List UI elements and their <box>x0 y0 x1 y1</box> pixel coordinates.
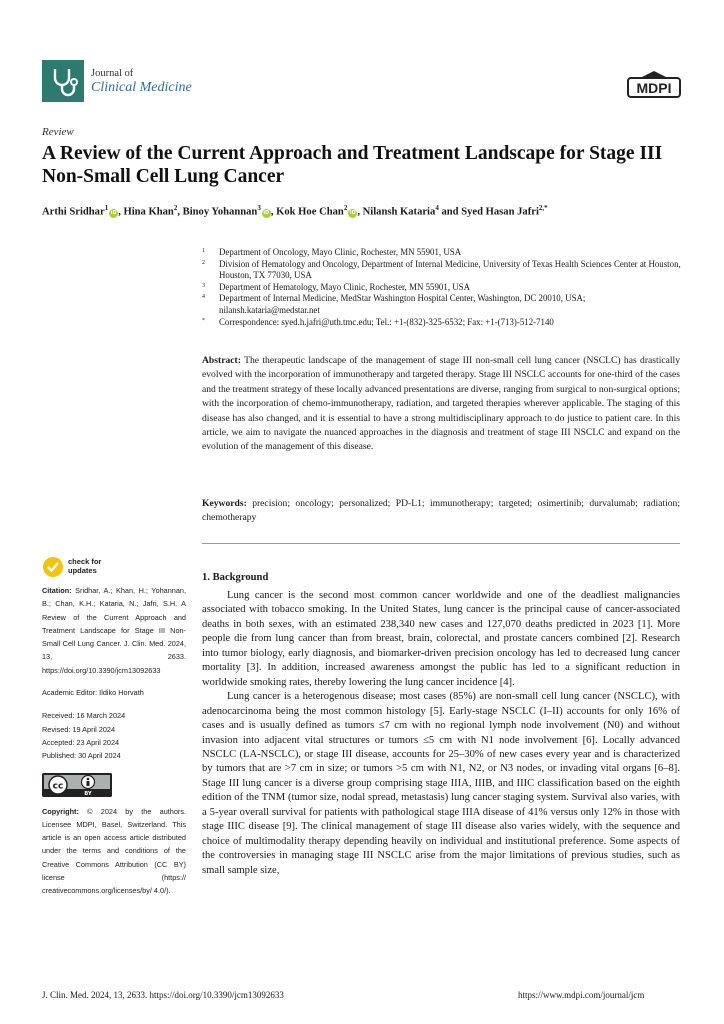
mdpi-logo[interactable] <box>626 70 682 105</box>
svg-text:cc: cc <box>52 781 64 792</box>
date-entry: Accepted: 23 April 2024 <box>42 737 120 747</box>
affiliation-number: 2 <box>202 259 205 266</box>
affiliation-number: * <box>202 317 205 324</box>
author-separator: , <box>118 206 124 218</box>
section-heading: 1. Background <box>202 572 269 583</box>
check-updates-line2: updates <box>68 565 97 575</box>
author-list <box>42 204 702 218</box>
affiliation-item <box>202 259 686 282</box>
author-name[interactable]: Binoy Yohannan <box>182 206 258 218</box>
citation-label: Citation: <box>42 586 72 595</box>
keywords-label: Keywords: <box>202 498 247 509</box>
affiliation-item <box>202 247 686 259</box>
journal-name-line2: Clinical Medicine <box>91 80 192 96</box>
cc-by-license-badge[interactable] <box>42 773 112 797</box>
body-paragraph: Lung cancer is a heterogenous disease; most cases (85%) are non-small cell lung cancer (NSCLC), with adenocarcinoma being the most common histology [5]. Early-stage NSCLC (I–II) accounts for only 16% of cases and is usually defined as tumors ≤7 cm with no regional lymph node involvement (N0) and without invasion into adjacent vital structures or tumors ≤5 cm with N1 node involvement [6]. Locally advanced NSCLC (LA-NSCLC), or stage III disease, accounts for 25–30% of new cases every year and is characterized by tumors that are >7 cm in size; or tumors >5 cm with N1, N2, or N3 nodes, or invading vital organs [6–8]. Stage III lung cancer is a diverse group comprising stage IIIA, IIIB, and IIIC classification based on the eighth edition of the TNM (tumor size, nodal spread, metastasis) lung cancer staging system. Survival also varies, with a 5-year overall survival for patients with pathological stage IIIA disease of 41% versus only 12% in those with stage IIIC disease [9]. The clinical management of stage III disease also varies widely, with the sequence and choice of multimodality therapy depending heavily on individual and institutional preference. Some aspects of the controversies in managing stage III NSCLC arise from the major limitations of previous studies, such as small sample size, <box>202 691 680 876</box>
body-paragraph: Lung cancer is the second most common cancer worldwide and one of the deadliest malignancies associated with tobacco smoking. In the United States, lung cancer is the principal cause of cancer-associated deaths in both sexes, with an estimated 238,340 new cases and 127,070 deaths predicted in 2023 [1]. More people die from lung cancer than from breast, brain, colorectal, and prostate cancers combined [2]. Research into tumor biology, early diagnosis, and biomarker-driven precision oncology has led to decreased lung cancer mortality [3]. In addition, increased awareness amongst the public has led to a significant reduction in worldwide smoking rates, thereby lowering the lung cancer incidence [4]. <box>202 590 680 688</box>
svg-text:BY: BY <box>84 790 92 797</box>
affiliation-text: Division of Hematology and Oncology, Department of Internal Medicine, University of Texas Health Sciences Center at Houston, Houston, TX 77030, USA <box>219 258 681 281</box>
affiliation-text: Department of Oncology, Mayo Clinic, Rochester, MN 55901, USA <box>219 247 462 257</box>
author-separator: , <box>357 206 363 218</box>
orcid-icon[interactable]: iD <box>349 209 356 216</box>
affiliation-item <box>202 293 686 316</box>
copyright-label: Copyright: <box>42 806 79 816</box>
article-type: Review <box>42 126 74 138</box>
date-entry: Published: 30 April 2024 <box>42 751 121 761</box>
author-name[interactable]: Syed Hasan Jafri <box>461 206 539 218</box>
abstract-label: Abstract: <box>202 355 241 366</box>
author-name[interactable]: Hina Khan <box>123 206 174 218</box>
journal-logo[interactable] <box>42 60 84 102</box>
author-separator: , <box>177 206 183 218</box>
affiliation-number: 1 <box>202 248 205 254</box>
author-affiliation-mark: 2 <box>343 204 348 212</box>
affiliation-item <box>202 317 686 329</box>
author-name[interactable]: Kok Hoe Chan <box>276 206 344 218</box>
author-affiliation-mark: 4 <box>435 204 439 212</box>
author-affiliation-mark: 3 <box>257 204 261 212</box>
keywords <box>202 497 680 526</box>
footer-citation: J. Clin. Med. 2024, 13, 2633. https://doi.org/10.3390/jcm13092633 <box>42 990 284 1000</box>
author-separator: , <box>270 206 277 218</box>
publication-dates <box>42 709 186 762</box>
check-updates-line1: check for <box>68 557 102 566</box>
affiliation-text: Department of Hematology, Mayo Clinic, Rochester, MN 55901, USA <box>219 281 470 292</box>
date-entry: Received: 16 March 2024 <box>42 711 126 721</box>
article-title: A Review of the Current Approach and Treatment Landscape for Stage III Non-Small Cell Lung Cancer <box>42 143 663 187</box>
cc-by-icon <box>42 773 112 797</box>
author-affiliation-mark: 2 <box>173 204 178 212</box>
affiliation-number: 4 <box>202 294 205 301</box>
abstract <box>202 354 680 455</box>
journal-name <box>91 68 192 96</box>
citation <box>42 584 186 677</box>
affiliation-item <box>202 282 686 294</box>
academic-editor: Academic Editor: Ildiko Horvath <box>42 688 144 698</box>
check-for-updates-badge[interactable] <box>42 556 102 583</box>
footer-journal-url[interactable]: https://www.mdpi.com/journal/jcm <box>518 990 645 1000</box>
affiliations <box>202 247 686 328</box>
citation-text: Sridhar, A.; Khan, H.; Yohannan, B.; Chan, K.H.; Kataria, N.; Jafri, S.H. A Review of the Current Approach and Treatment Landscape for Stage III Non-Small Cell Lung Cancer. J. Clin. Med. 2024, 13, 2633. https://doi.org/10.3390/jcm13092633 <box>42 586 187 675</box>
author-name[interactable]: Arthi Sridhar <box>42 206 105 218</box>
orcid-icon[interactable]: iD <box>110 209 117 216</box>
author-affiliation-mark: 1 <box>104 204 109 212</box>
journal-name-line1: Journal of <box>91 68 134 79</box>
affiliation-number: 3 <box>202 282 205 289</box>
abstract-text: The therapeutic landscape of the management of stage III non-small cell lung cancer (NSCLC) has drastically evolved with the incorporation of immunotherapy and targeted therapy. Stage III NSCLC accounts for one-third of the cases and the treatment strategy of these locally advanced presentations are diverse, ranging from surgical to non-surgical options; with the incorporation of chemo-immunotherapy, radiation, and targeted therapies wherever applicable. The staging of this disease has also changed, and it is essential to have a strong multidisciplinary approach to do justice to patient care. In this article, we aim to navigate the nuanced approaches in the diagnosis and treatment of stage III NSCLC and expand on the evolution of the management of this disease. <box>202 355 681 453</box>
affiliation-text: Correspondence: syed.h.jafri@uth.tmc.edu; Tel.: +1-(832)-325-6532; Fax: +1-(713)-512-7140 <box>219 316 554 327</box>
author-name[interactable]: Nilansh Kataria <box>362 206 436 218</box>
affiliation-text: Department of Internal Medicine, MedStar Washington Hospital Center, Washington, DC 20010, USA; nilansh.kataria@medstar.net <box>219 293 586 315</box>
date-entry: Revised: 19 April 2024 <box>42 724 116 734</box>
section-divider <box>202 543 680 544</box>
copyright-text: © 2024 by the authors. Licensee MDPI, Basel, Switzerland. This article is an open access article distributed under the terms and conditions of the Creative Commons Attribution (CC BY) license (https:// creativecommons.org/licenses/by/ 4.0/). <box>42 806 187 896</box>
copyright-notice <box>42 805 186 898</box>
article-info-sidebar <box>42 584 186 898</box>
stethoscope-icon <box>42 60 84 102</box>
keywords-text: precision; oncology; personalized; PD-L1; immunotherapy; targeted; osimertinib; durvalumab; radiation; chemotherapy <box>202 498 681 524</box>
author-separator: and <box>438 206 462 218</box>
orcid-icon[interactable]: iD <box>263 209 270 216</box>
section-body <box>202 589 680 878</box>
author-affiliation-mark: 2,* <box>538 204 548 212</box>
mdpi-logo-text: MDPI <box>636 80 672 96</box>
check-updates-icon <box>42 556 64 578</box>
